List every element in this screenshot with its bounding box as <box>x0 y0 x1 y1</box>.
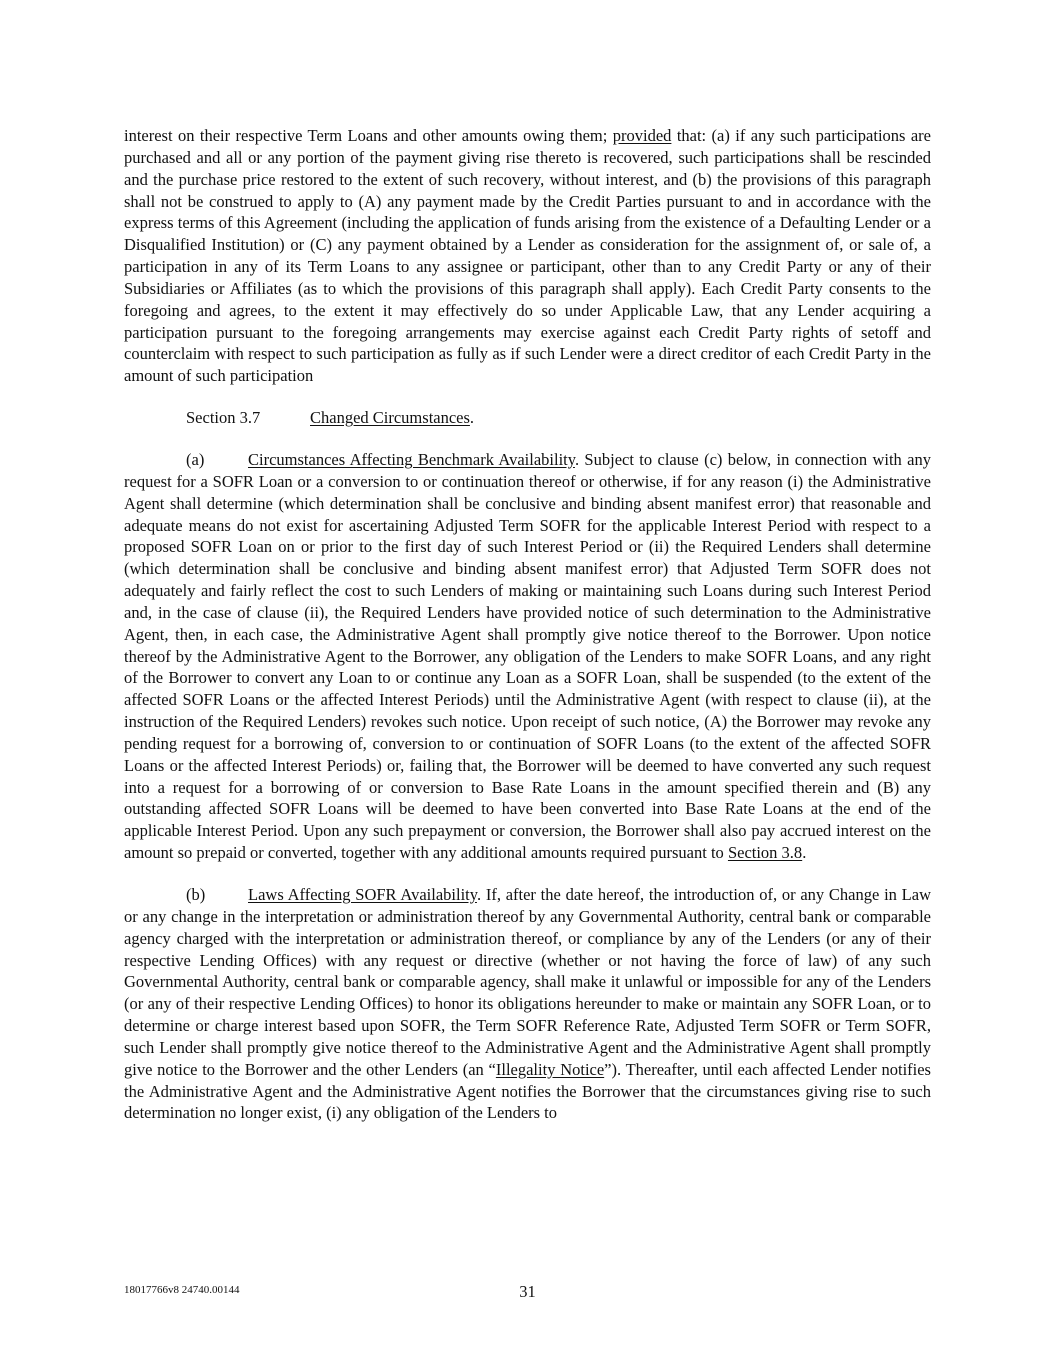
page-number: 31 <box>519 1282 536 1301</box>
footer-document-id: 18017766v8 24740.00144 <box>124 1284 240 1296</box>
paragraph-text: . <box>802 843 807 863</box>
document-body <box>124 125 931 1144</box>
section-number: Section 3.7 <box>186 408 261 428</box>
paragraph-text: ”). Thereafter, until each affected Lender notifies the Administrative Agent and the Administrative Agent notifies the Borrower that the circumstances giving rise to such determination no longer exist, (i) any obligation of the Lenders to <box>124 1059 931 1123</box>
paragraph-participations <box>124 125 931 387</box>
clause-title-b: Laws Affecting SOFR Availability <box>248 885 477 904</box>
defined-term-provided: provided <box>612 126 672 145</box>
clause-label-b: (b) <box>186 885 206 904</box>
defined-term-illegality-notice: Illegality Notice <box>495 1059 605 1079</box>
section-title-period: . <box>469 408 475 428</box>
section-heading <box>124 407 931 429</box>
paragraph-b <box>124 884 931 1124</box>
paragraph-text: . Subject to clause (c) below, in connection with any request for a SOFR Loan or a conversion to or continuation thereof or otherwise, if for any reason (i) the Administrative Agent shall determine (which determination shall be conclusive and binding absent manifest error) that reasonable and adequate means do not exist for ascertaining Adjusted Term SOFR for the applicable Interest Period with respect to a proposed SOFR Loan on or prior to the first day of such Interest Period or (ii) the Required Lenders shall determine (which determination shall be conclusive and binding absent manifest error) that Adjusted Term SOFR does not adequately and fairly reflect the cost to such Lenders of making or maintaining such Loans during such Interest Period and, in the case of clause (ii), the Required Lenders have provided notice of such determination to the Administrative Agent, then, in each case, the Administrative Agent shall promptly give notice thereof to the Borrower. Upon notice thereof by the Administrative Agent to the Borrower, any obligation of the Lenders to make SOFR Loans, and any right of the Borrower to convert any Loan to or continue any Loan as a SOFR Loan, shall be suspended (to the extent of the affected SOFR Loans or the affected Interest Periods) until the Administrative Agent (with respect to clause (ii), at the instruction of the Required Lenders) revokes such notice. Upon receipt of such notice, (A) the Borrower may revoke any pending request for a borrowing of, conversion to or continuation of SOFR Loans (to the extent of the affected SOFR Loans or the affected Interest Periods) or, failing that, the Borrower will be deemed to have converted any such request into a request for a borrowing of or conversion to Base Rate Loans in the amount specified therein and (B) any outstanding affected SOFR Loans will be deemed to have been converted into Base Rate Loans at the end of the applicable Interest Period. Upon any such prepayment or conversion, the Borrower shall also pay accrued interest on the amount so prepaid or converted, together with any additional amounts required pursuant to <box>124 449 932 863</box>
clause-title-a: Circumstances Affecting Benchmark Availability <box>248 449 575 469</box>
paragraph-text: interest on their respective Term Loans and other amounts owing them; <box>124 126 613 145</box>
paragraph-text: . If, after the date hereof, the introduction of, or any Change in Law or any change in the interpretation or administration thereof by any Governmental Authority, central bank or comparable agency charged with the interpretation or administration thereof, or compliance by any of the Lenders (or any of their respective Lending Offices) with any request or directive (whether or not having the force of law) of any such Governmental Authority, central bank or comparable agency, shall make it unlawful or impossible for any of the Lenders (or any of their respective Lending Offices) to honor its obligations hereunder to make or maintain any SOFR Loan, or to determine or charge interest based upon SOFR, the Term SOFR Reference Rate, Adjusted Term SOFR or Term SOFR, such Lender shall promptly give notice thereof to the Administrative Agent and the Administrative Agent shall promptly give notice to the Borrower and the other Lenders (an “ <box>124 885 932 1079</box>
clause-label-a: (a) <box>186 449 205 469</box>
cross-reference-link[interactable]: Section 3.8 <box>727 843 803 863</box>
paragraph-text: that: (a) if any such participations are purchased and all or any portion of the payment giving rise thereto is recovered, such participations shall be rescinded and the purchase price restored to the extent of such recovery, without interest, and (b) the provisions of this paragraph shall not be construed to apply to (A) any payment made by the Credit Parties pursuant to and in accordance with the express terms of this Agreement (including the application of funds arising from the existence of a Defaulting Lender or a Disqualified Institution) or (C) any payment obtained by a Lender as consideration for the assignment of, or sale of, a participation in any of its Term Loans to any assignee or participant, other than to any Credit Party or any of their Subsidiaries or Affiliates (as to which the provisions of this paragraph shall apply). Each Credit Party consents to the foregoing and agrees, to the extent it may effectively do so under Applicable Law, that any Lender acquiring a participation pursuant to the foregoing arrangements may exercise against each Credit Party rights of setoff and counterclaim with respect to such participation as fully as if such Lender were a direct creditor of each Credit Party in the amount of such participation <box>124 126 931 386</box>
section-title: Changed Circumstances <box>310 408 470 428</box>
paragraph-a <box>124 449 931 864</box>
